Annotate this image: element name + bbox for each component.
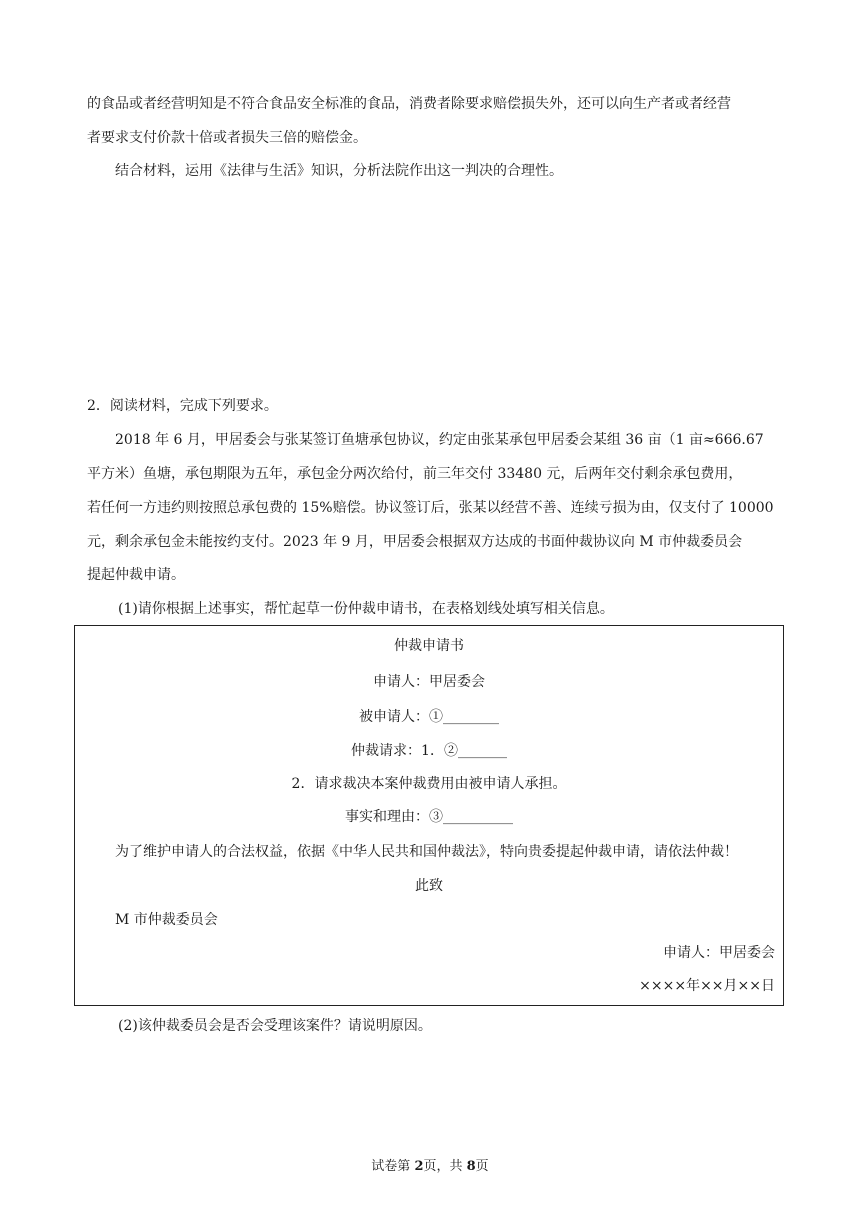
material-line-4: 元，剩余承包金未能按约支付。2023 年 9 月，甲居委会根据双方达成的书面仲裁协议向 M 市仲裁委员会 [87,534,743,550]
form-date: ××××年××月××日 [639,978,775,994]
form-title: 仲裁申请书 [394,638,464,654]
material-line-1: 2018 年 6 月，甲居委会与张某签订鱼塘承包协议，约定由张某承包甲居委会某组 36 亩（1 亩≈666.67 [115,432,764,448]
footer-middle: 页，共 [423,1159,467,1174]
arbitration-form-box [74,625,784,1006]
form-signature: 申请人：甲居委会 [663,945,775,961]
footer-current-page: 2 [414,1159,424,1174]
material-line-5: 提起仲裁申请。 [87,567,185,583]
form-request-1-blank: 仲裁请求：1．②_______ [351,743,507,759]
continuation-line-1: 的食品或者经营明知是不符合食品安全标准的食品，消费者除要求赔偿损失外，还可以向生产者或者经营 [87,96,731,112]
footer-prefix: 试卷第 [371,1159,415,1174]
material-line-2: 平方米）鱼塘，承包期限为五年，承包金分两次给付，前三年交付 33480 元，后两年交付剩余承包费用， [87,466,743,482]
form-statement: 为了维护申请人的合法权益，依据《中华人民共和国仲裁法》，特向贵委提起仲裁申请，请依法仲裁！ [115,844,738,860]
form-request-2: 2．请求裁决本案仲裁费用由被申请人承担。 [291,776,567,792]
sub-question-1: (1)请你根据上述事实，帮忙起草一份仲裁申请书，在表格划线处填写相关信息。 [118,601,614,617]
material-line-3: 若任何一方违约则按照总承包费的 15%赔偿。协议签订后，张某以经营不善、连续亏损为由，仅支付了 10000 [87,500,774,516]
form-facts-blank: 事实和理由：③__________ [345,809,513,825]
sub-question-2: (2)该仲裁委员会是否会受理该案件？请说明原因。 [118,1018,432,1034]
form-closing: 此致 [415,878,443,894]
footer-total-pages: 8 [466,1159,476,1174]
question1-prompt: 结合材料，运用《法律与生活》知识，分析法院作出这一判决的合理性。 [115,163,563,179]
page-footer [0,1157,860,1177]
form-respondent-blank: 被申请人：①________ [359,709,499,725]
continuation-line-2: 者要求支付价款十倍或者损失三倍的赔偿金。 [87,130,367,146]
footer-suffix: 页 [475,1159,489,1174]
form-applicant: 申请人：甲居委会 [373,674,485,690]
question2-heading: 2．阅读材料，完成下列要求。 [87,398,278,414]
form-recipient: M 市仲裁委员会 [115,912,218,928]
